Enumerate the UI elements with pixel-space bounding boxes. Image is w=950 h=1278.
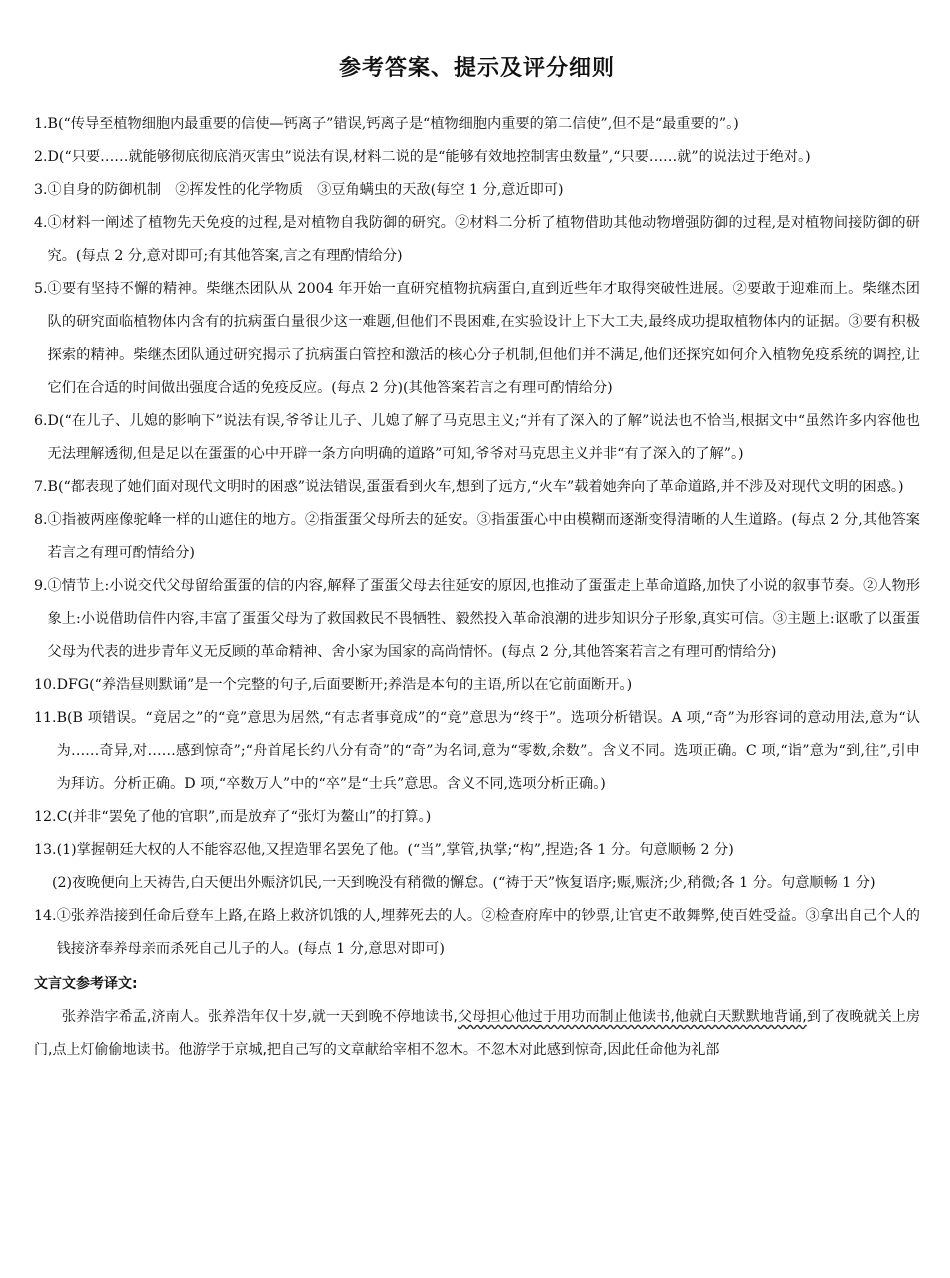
item-text: ①自身的防御机制 ②挥发性的化学物质 ③豆角螨虫的天敌(每空 1 分,意近即可) — [47, 182, 564, 198]
answer-item-6 — [34, 405, 920, 471]
item-number: 2. — [34, 149, 48, 165]
item-text: D(“在儿子、儿媳的影响下”说法有误,爷爷让儿子、儿媳了解了马克思主义;“并有了深入的了解”说法也不恰当,根据文中“虽然许多内容他也无法理解透彻,但是足以在蛋蛋的心中开辟一条方向明确的道路”可知,爷爷对马克思主义并非“有了深入的了解”。) — [47, 413, 920, 462]
item-text: ①张养浩接到任命后登车上路,在路上救济饥饿的人,埋葬死去的人。②检查府库中的钞票,让官吏不敢舞弊,使百姓受益。③拿出自己个人的钱接济奉养母亲而杀死自己儿子的人。(每点 1 分,意思对即可) — [56, 908, 920, 957]
item-number: 5. — [34, 281, 48, 297]
item-number: 1. — [34, 116, 48, 132]
item-number: 11. — [34, 710, 57, 726]
item-text: (1)掌握朝廷大权的人不能容忍他,又捏造罪名罢免了他。(“当”,掌管,执掌;“构”,捏造;各 1 分。句意顺畅 2 分) — [56, 842, 734, 858]
item-number: 14. — [34, 908, 57, 924]
translation-underlined-text: 父母担心他过于用功而制止他读书,他就白天默默地背诵, — [457, 1009, 807, 1025]
page-title: 参考答案、提示及评分细则 — [338, 56, 615, 81]
item-number: 9. — [34, 578, 48, 594]
translation-text: 张养浩字希孟,济南人。张养浩年仅十岁,就一天到晚不停地读书, — [62, 1009, 458, 1025]
answer-item-7 — [34, 471, 920, 504]
answer-item-13 — [34, 834, 920, 867]
item-text: (2)夜晚便向上天祷告,白天便出外赈济饥民,一天到晚没有稍微的懈怠。(“祷于天”恢复语序;赈,赈济;少,稍微;各 1 分。句意顺畅 1 分) — [52, 875, 876, 891]
item-text: ①要有坚持不懈的精神。柴继杰团队从 2004 年开始一直研究植物抗病蛋白,直到近些年才取得突破性进展。②要敢于迎难而上。柴继杰团队的研究面临植物体内含有的抗病蛋白量很少这一难题,但他们不畏困难,在实验设计上下大工夫,最终成功提取植物体内的证据。③要有积极探索的精神。柴继杰团队通过研究揭示了抗病蛋白管控和激活的核心分子机制,但他们并不满足,他们还探究如何介入植物免疫系统的调控,让它们在合适的时间做出强度合适的免疫反应。(每点 2 分)(其他答案若言之有理可酌情给分) — [47, 281, 920, 396]
item-text: ①指被两座像驼峰一样的山遮住的地方。②指蛋蛋父母所去的延安。③指蛋蛋心中由模糊而逐渐变得清晰的人生道路。(每点 2 分,其他答案若言之有理可酌情给分) — [47, 512, 920, 561]
translation-heading: 文言文参考译文: — [34, 976, 138, 992]
item-number: 12. — [34, 809, 57, 825]
item-text: ①材料一阐述了植物先天免疫的过程,是对植物自我防御的研究。②材料二分析了植物借助其他动物增强防御的过程,是对植物间接防御的研究。(每点 2 分,意对即可;有其他答案,言之有理酌情给分) — [47, 215, 920, 264]
item-text: C(并非“罢免了他的官职”,而是放弃了“张灯为鳌山”的打算。) — [56, 809, 432, 825]
item-text: B(“传导至植物细胞内最重要的信使—钙离子”错误,钙离子是“植物细胞内重要的第二信使”,但不是“最重要的”。) — [47, 116, 739, 132]
answer-item-10 — [34, 669, 920, 702]
answer-item-9 — [34, 570, 920, 669]
item-number: 13. — [34, 842, 57, 858]
answer-item-2 — [34, 141, 920, 174]
answer-item-8 — [34, 504, 920, 570]
answer-list — [34, 108, 920, 966]
answer-item-12 — [34, 801, 920, 834]
item-number: 8. — [34, 512, 48, 528]
answer-item-4 — [34, 207, 920, 273]
translation-text-cont: 到了夜晚就关上房门,点上灯偷偷地读书。他游学于京城,把自己写的文章献给宰相不忽木。不忽木对此感到惊奇,因此任命他为礼部 — [34, 1009, 921, 1058]
answer-item-1 — [34, 108, 920, 141]
answer-item-13-part-2 — [34, 867, 920, 900]
answer-item-11 — [34, 702, 920, 801]
item-number: 3. — [34, 182, 48, 198]
item-text: D(“只要……就能够彻底彻底消灭害虫”说法有误,材料二说的是“能够有效地控制害虫数量”,“只要……就”的说法过于绝对。) — [47, 149, 811, 165]
item-text: B(“都表现了她们面对现代文明时的困惑”说法错误,蛋蛋看到火车,想到了远方,“火车”载着她奔向了革命道路,并不涉及对现代文明的困惑。) — [47, 479, 904, 495]
translation-paragraph — [34, 1001, 920, 1067]
item-number: 6. — [34, 413, 48, 429]
item-number: 10. — [34, 677, 57, 693]
item-text: DFG(“养浩昼则默诵”是一个完整的句子,后面要断开;养浩是本句的主语,所以在它前面断开。) — [56, 677, 633, 693]
answer-item-14 — [34, 900, 920, 966]
answer-item-5 — [34, 273, 920, 405]
answer-item-3 — [34, 174, 920, 207]
item-text: B(B 项错误。“竟居之”的“竟”意思为居然,“有志者事竟成”的“竟”意思为“终于”。选项分析错误。A 项,“奇”为形容词的意动用法,意为“认为……奇异,对……感到惊奇”;“舟首尾长约八分有奇”的“奇”为名词,意为“零数,余数”。含义不同。选项正确。C 项,“诣”意为“到,往”,引申为拜访。分析正确。D 项,“卒数万人”中的“卒”是“士兵”意思。含义不同,选项分析正确。) — [56, 710, 920, 792]
item-number: 7. — [34, 479, 48, 495]
item-text: ①情节上:小说交代父母留给蛋蛋的信的内容,解释了蛋蛋父母去往延安的原因,也推动了蛋蛋走上革命道路,加快了小说的叙事节奏。②人物形象上:小说借助信件内容,丰富了蛋蛋父母为了救国救民不畏牺牲、毅然投入革命浪潮的进步知识分子形象,真实可信。③主题上:讴歌了以蛋蛋父母为代表的进步青年义无反顾的革命精神、舍小家为国家的高尚情怀。(每点 2 分,其他答案若言之有理可酌情给分) — [47, 578, 920, 660]
item-number: 4. — [34, 215, 48, 231]
